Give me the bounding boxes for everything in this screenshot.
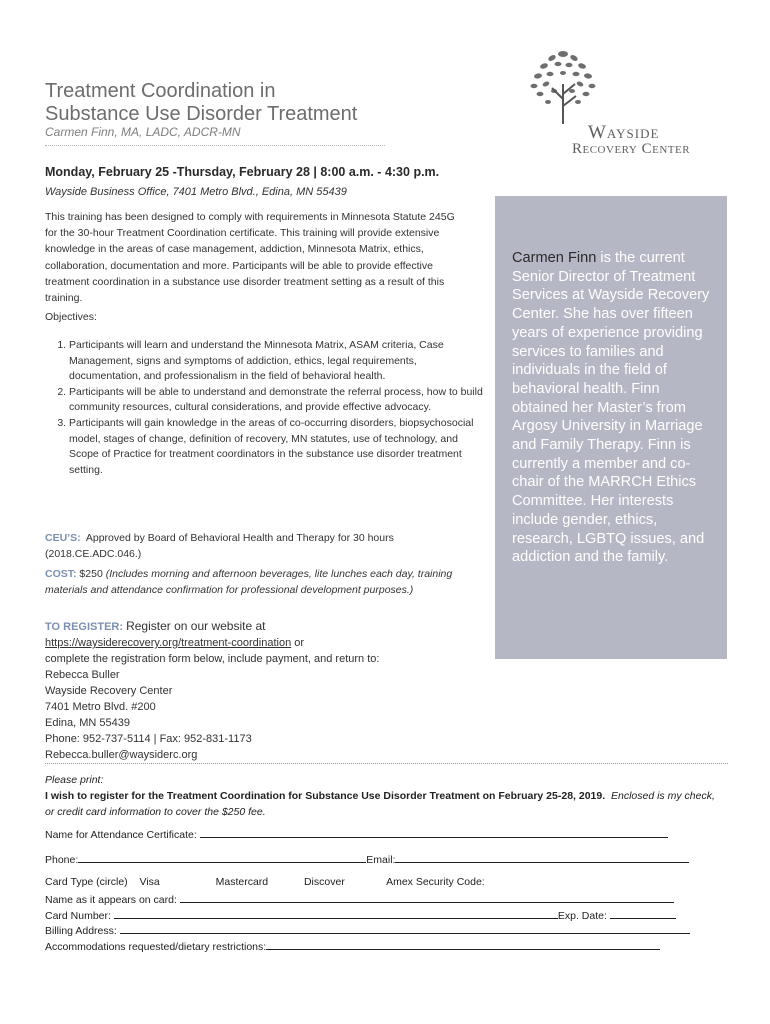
- please-print-label: Please print:: [45, 774, 104, 786]
- presenter-bio: [512, 249, 717, 567]
- event-location: Wayside Business Office, 7401 Metro Blvd., Edina, MN 55439: [45, 186, 347, 198]
- contact-org: Wayside Recovery Center: [45, 685, 173, 697]
- accommodations-row: [45, 938, 660, 953]
- ceu-text: Approved by Board of Behavioral Health and Therapy for 30 hours (2018.CE.ADC.046.): [45, 532, 394, 560]
- accommodations-label: Accommodations requested/dietary restrictions:: [45, 941, 267, 953]
- title-line-1: Treatment Coordination in: [45, 80, 276, 102]
- registration-form-intro: [45, 772, 725, 820]
- objective-item: 2. Participants will be able to understand and demonstrate the referral process, how to build community resources, cultural considerations, and provide effective advocacy.: [69, 385, 489, 416]
- contact-city: Edina, MN 55439: [45, 717, 130, 729]
- card-number-label: Card Number:: [45, 910, 111, 922]
- register-section: [45, 618, 465, 763]
- card-type-label: Card Type (circle): [45, 876, 128, 888]
- card-option-mastercard[interactable]: Mastercard: [215, 876, 269, 888]
- attendance-name-field[interactable]: [200, 826, 668, 838]
- email-field[interactable]: [395, 851, 689, 863]
- card-type-row: [45, 876, 485, 888]
- header-divider: [45, 145, 385, 146]
- statement-bold: I wish to register for the Treatment Coordination for Substance Use Disorder Treatment on February 25-28, 2019.: [45, 790, 606, 802]
- title-line-2: Substance Use Disorder Treatment: [45, 103, 358, 125]
- accommodations-field[interactable]: [266, 938, 660, 950]
- name-on-card-label: Name as it appears on card:: [45, 894, 177, 906]
- tree-icon: [522, 44, 604, 126]
- card-number-field[interactable]: [114, 907, 558, 919]
- cost-label: COST:: [45, 568, 77, 580]
- event-date-time: Monday, February 25 -Thursday, February 28 | 8:00 a.m. - 4:30 p.m.: [45, 165, 440, 179]
- objectives-list: [45, 338, 489, 478]
- attendance-name-label: Name for Attendance Certificate:: [45, 829, 197, 841]
- register-or: or: [294, 637, 305, 649]
- exp-date-label: Exp. Date:: [557, 910, 607, 922]
- intro-paragraph: This training has been designed to comply with requirements in Minnesota Statute 245G for the 30-hour Treatment Coordination certificate. This training will provide extensive knowledge in the areas of case management, addiction, Minnesota Matrix, ethics, collaboration, documentation and more. Participants will be able to provide effective treatment coordination in a substance use disorder treatment setting as a result of this training.: [45, 211, 455, 305]
- contact-email[interactable]: Rebecca.buller@waysiderc.org: [45, 749, 198, 761]
- objective-item: 3. Participants will gain knowledge in the areas of co-occurring disorders, biopsychosocial model, stages of change, definition of recovery, MN statutes, use of technology, and Scope of Practice for treatment coordinators in the substance use disorder treatment setting.: [69, 416, 489, 478]
- security-code-label: Security Code:: [415, 876, 485, 888]
- bio-name: Carmen Finn: [512, 250, 597, 266]
- name-on-card-row: [45, 891, 674, 906]
- exp-date-field[interactable]: [610, 907, 676, 919]
- contact-phone-fax: Phone: 952-737-5114 | Fax: 952-831-1173: [45, 733, 252, 745]
- email-label: Email:: [366, 854, 396, 866]
- statement-italic: Enclosed is my check, or credit card information to cover the $250 fee.: [45, 790, 715, 818]
- phone-label: Phone:: [45, 854, 79, 866]
- contact-name: Rebecca Buller: [45, 669, 120, 681]
- register-label: TO REGISTER:: [45, 621, 124, 633]
- card-number-row: [45, 907, 676, 922]
- form-divider: [45, 763, 728, 764]
- registration-link[interactable]: https://waysiderecovery.org/treatment-coordination: [45, 637, 292, 649]
- register-instructions: complete the registration form below, include payment, and return to:: [45, 653, 380, 665]
- card-option-visa[interactable]: Visa: [139, 876, 160, 888]
- billing-address-field[interactable]: [120, 922, 690, 934]
- registration-statement: [45, 788, 725, 820]
- logo-wordmark: Wayside: [588, 122, 660, 143]
- name-on-card-field[interactable]: [180, 891, 674, 903]
- attendance-name-row: [45, 826, 668, 841]
- ceu-section: [45, 530, 465, 562]
- presenter-credentials: Carmen Finn, MA, LADC, ADCR-MN: [45, 125, 241, 139]
- cost-note: (Includes morning and afternoon beverages, lite lunches each day, training materials and attendance confirmation for professional development purposes.): [45, 568, 453, 596]
- billing-row: [45, 922, 690, 937]
- register-heading: Register on our website at: [126, 619, 266, 633]
- logo-subtitle: Recovery Center: [572, 141, 691, 157]
- objective-item: 1. Participants will learn and understand the Minnesota Matrix, ASAM criteria, Case Management, signs and symptoms of addiction, ethics, legal requirements, documentation, and professionalism in the field of behavioral health.: [69, 338, 489, 385]
- cost-section: [45, 566, 465, 598]
- bio-text: is the current Senior Director of Treatment Services at Wayside Recovery Center. She has over fifteen years of experience providing services to families and individuals in the field of behavioral health. Finn obtained her Master’s from Argosy University in Marriage and Family Therapy. Finn is currently a member and co-chair of the MARRCH Ethics Committee. Her interests include gender, ethics, research, LGBTQ issues, and addiction and the family.: [512, 250, 710, 566]
- page-title: [45, 80, 465, 126]
- phone-email-row: [45, 851, 689, 866]
- card-option-amex[interactable]: Amex: [386, 876, 413, 888]
- phone-field[interactable]: [78, 851, 366, 863]
- ceu-label: CEU’S:: [45, 532, 81, 544]
- billing-address-label: Billing Address:: [45, 925, 117, 937]
- cost-amount: $250: [79, 568, 103, 580]
- objectives-label: Objectives:: [45, 311, 97, 323]
- card-option-discover[interactable]: Discover: [303, 876, 345, 888]
- contact-street: 7401 Metro Blvd. #200: [45, 701, 156, 713]
